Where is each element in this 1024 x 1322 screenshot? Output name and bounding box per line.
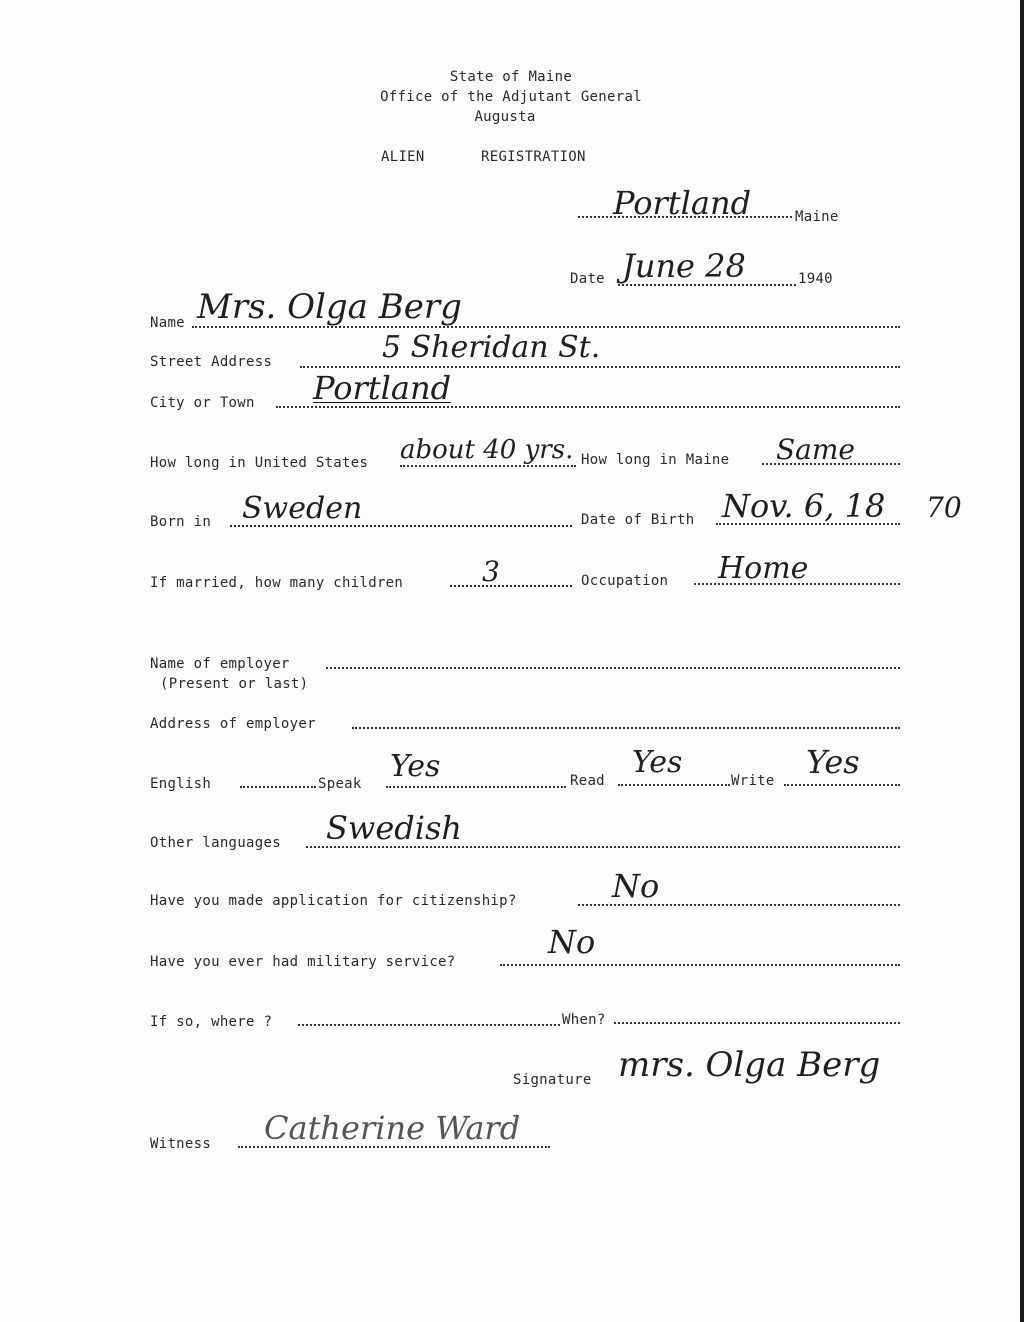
- other-languages-label: Other languages: [150, 835, 281, 851]
- header-registration: REGISTRATION: [481, 149, 586, 165]
- employer-dots: [326, 667, 900, 669]
- write-value: Yes: [806, 743, 860, 781]
- date-of-birth-year-end: 70: [926, 491, 962, 524]
- date-year: 1940: [798, 271, 833, 287]
- street-address-value: 5 Sheridan St.: [382, 330, 601, 365]
- witness-label: Witness: [150, 1136, 212, 1152]
- employer-address-label: Address of employer: [150, 716, 316, 732]
- read-dots: [618, 784, 730, 786]
- speak-label: Speak: [318, 776, 362, 792]
- name-label: Name: [150, 315, 185, 331]
- military-dots: [500, 964, 900, 966]
- when-label: When?: [562, 1012, 606, 1028]
- name-value: Mrs. Olga Berg: [197, 287, 462, 327]
- read-label: Read: [570, 773, 605, 789]
- write-label: Write: [731, 773, 775, 789]
- street-address-dots: [300, 366, 900, 368]
- how-long-us-value: about 40 yrs.: [400, 435, 574, 465]
- children-value: 3: [482, 555, 500, 588]
- street-address-label: Street Address: [150, 354, 273, 370]
- maine-label: Maine: [795, 209, 839, 225]
- signature-label: Signature: [513, 1072, 592, 1088]
- english-dots: [240, 786, 316, 788]
- witness-value: Catherine Ward: [264, 1109, 521, 1147]
- town-value: Portland: [613, 184, 752, 222]
- occupation-label: Occupation: [581, 573, 669, 589]
- how-long-maine-label: How long in Maine: [581, 452, 730, 468]
- occupation-value: Home: [718, 551, 809, 586]
- born-in-value: Sweden: [242, 491, 363, 526]
- employer-label: Name of employer: [150, 656, 290, 672]
- date-of-birth-label: Date of Birth: [581, 512, 695, 528]
- date-of-birth-value: Nov. 6, 18: [722, 487, 886, 525]
- other-languages-value: Swedish: [326, 809, 462, 847]
- signature-value: mrs. Olga Berg: [618, 1045, 881, 1085]
- where-dots: [298, 1024, 560, 1026]
- city-value: Portland: [313, 369, 452, 407]
- children-label: If married, how many children: [150, 575, 404, 591]
- speak-value: Yes: [390, 749, 441, 784]
- citizenship-value: No: [612, 867, 660, 905]
- when-dots: [614, 1022, 900, 1024]
- military-label: Have you ever had military service?: [150, 954, 456, 970]
- how-long-us-label: How long in United States: [150, 455, 369, 471]
- children-dots: [450, 585, 572, 587]
- employer-address-dots: [352, 727, 900, 729]
- header-alien: ALIEN: [381, 149, 425, 165]
- scan-edge: [1020, 0, 1024, 1322]
- read-value: Yes: [632, 745, 683, 780]
- write-dots: [784, 784, 900, 786]
- born-in-label: Born in: [150, 514, 212, 530]
- military-value: No: [548, 923, 596, 961]
- date-value: June 28: [622, 247, 746, 285]
- speak-dots: [386, 786, 566, 788]
- where-label: If so, where ?: [150, 1014, 273, 1030]
- date-label: Date: [570, 271, 605, 287]
- how-long-maine-value: Same: [776, 433, 855, 466]
- header-office: Office of the Adjutant General: [380, 89, 642, 105]
- how-long-us-dots: [400, 465, 576, 467]
- header-state: State of Maine: [449, 69, 573, 85]
- citizenship-label: Have you made application for citizenship?: [150, 893, 517, 909]
- employer-note: (Present or last): [160, 676, 309, 692]
- english-label: English: [150, 776, 212, 792]
- header-city: Augusta: [474, 109, 536, 125]
- city-label: City or Town: [150, 395, 255, 411]
